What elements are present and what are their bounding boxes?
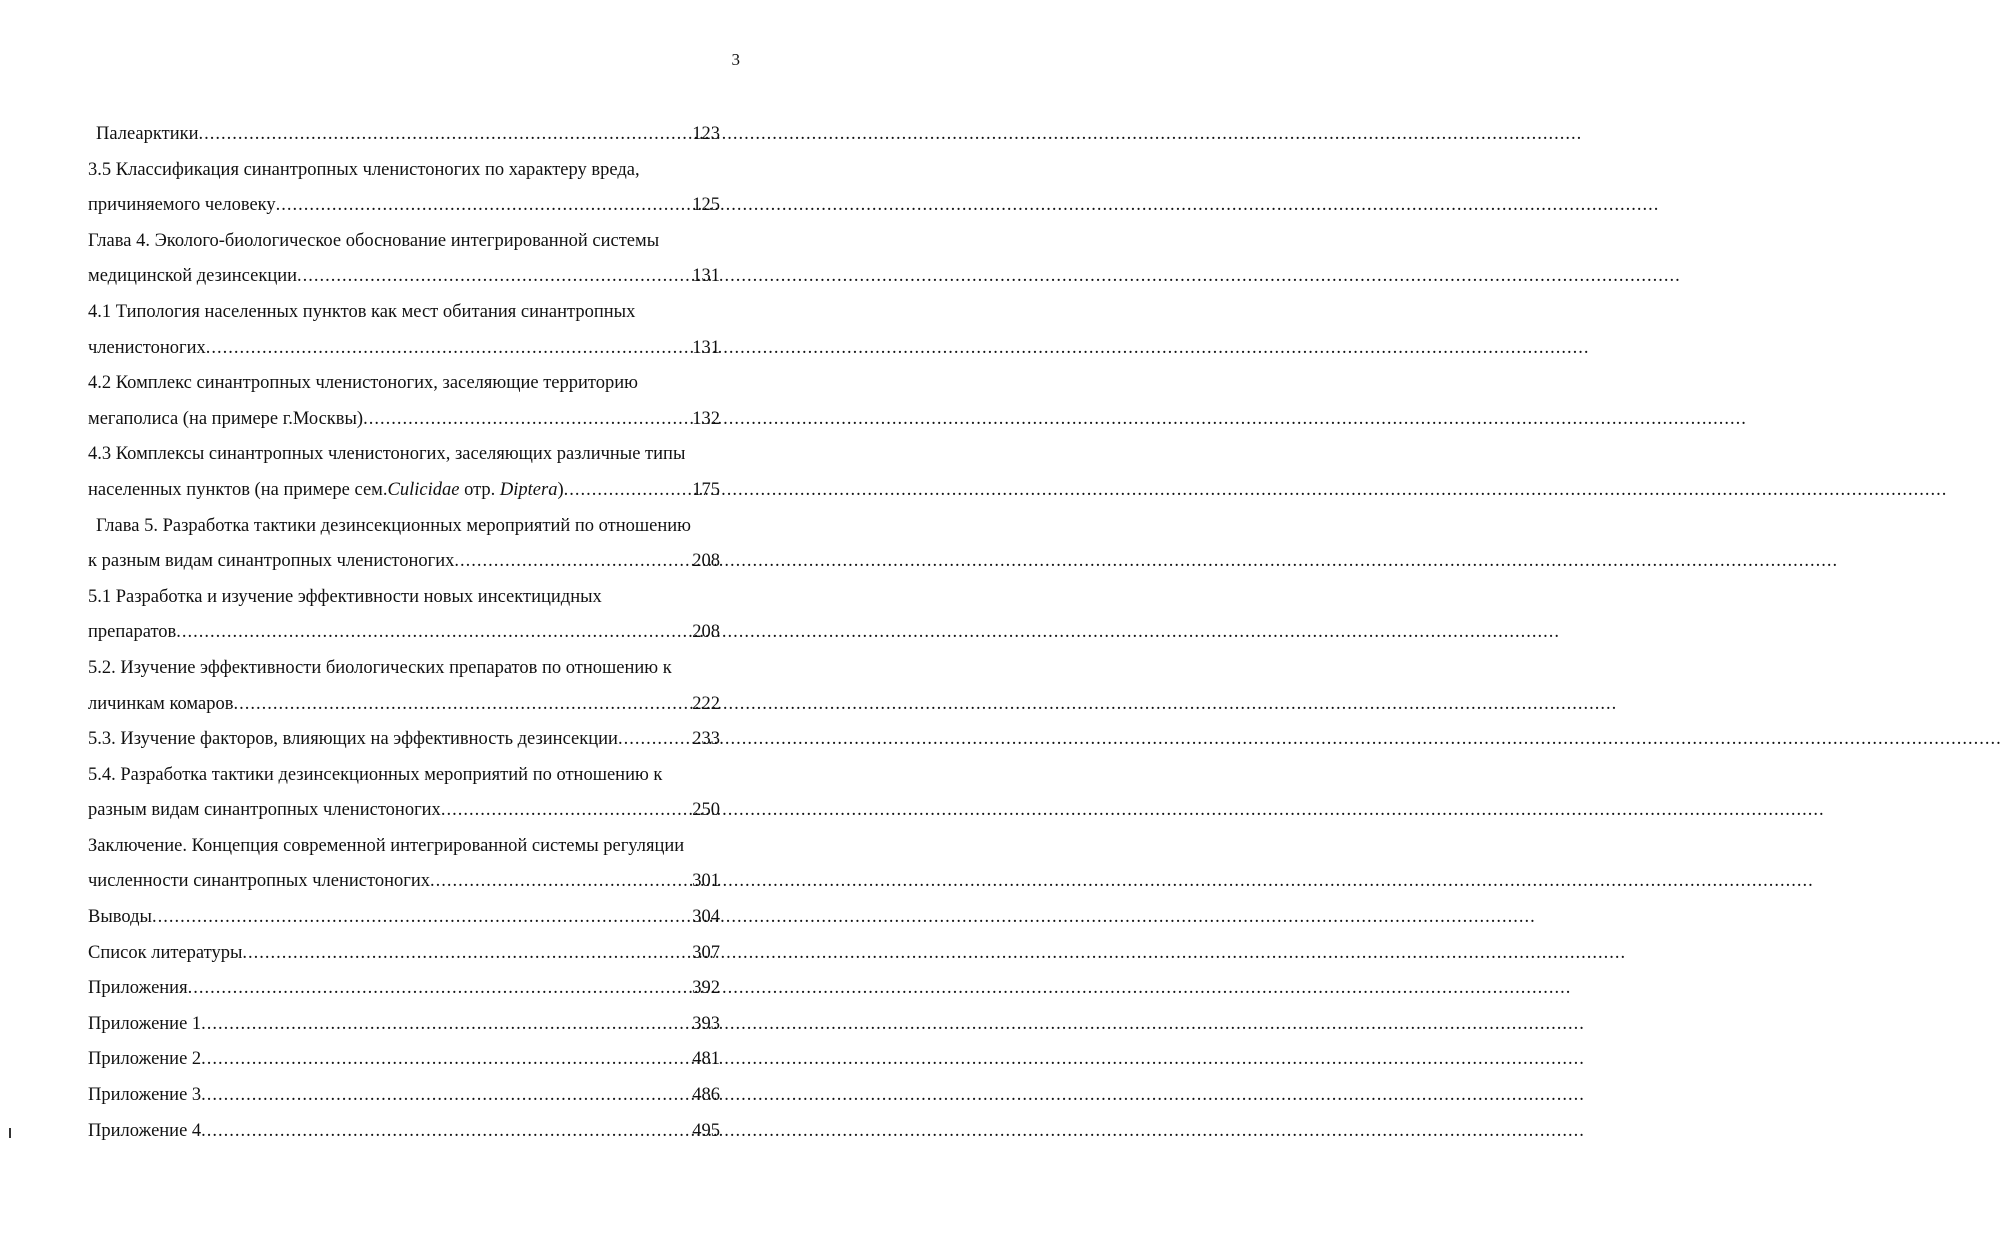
toc-entry-page: 208 — [692, 551, 720, 572]
toc-entry — [88, 1007, 720, 1043]
toc-entry-page: 304 — [692, 907, 720, 928]
toc-entry — [88, 829, 720, 865]
toc-entry — [88, 900, 720, 936]
toc-entry — [88, 437, 720, 473]
toc-entry — [88, 1042, 720, 1078]
toc-entry-title — [88, 473, 564, 509]
leader-dots — [233, 687, 691, 723]
toc-entry-page: 481 — [692, 1049, 720, 1070]
toc-entry-title: Приложения — [88, 978, 188, 999]
toc-entry-page: 123 — [692, 124, 720, 144]
toc-entry — [88, 366, 720, 402]
scan-edge-mark — [9, 1128, 11, 1138]
toc-entry — [88, 188, 720, 224]
toc-entry — [88, 580, 720, 616]
toc-entry-page: 495 — [692, 1120, 720, 1141]
leader-dots — [297, 259, 691, 295]
toc-entry-title: Глава 4. Эколого-биологическое обоснование интегрированной системы — [88, 230, 660, 251]
leader-dots — [188, 971, 692, 1007]
toc-entry-title: 4.1 Типология населенных пунктов как мест обитания синантропных — [88, 301, 636, 322]
toc-entry-title: Палеарктики — [96, 124, 199, 144]
leader-dots — [430, 864, 691, 900]
page-number: 3 — [731, 50, 740, 69]
toc-entry-title: 5.4. Разработка тактики дезинсекционных мероприятий по отношению к — [88, 764, 663, 785]
toc-entry-title: Список литературы — [88, 942, 243, 963]
toc-entry-title: Приложение 3 — [88, 1085, 202, 1106]
leader-dots — [454, 544, 691, 580]
toc-entry-title: численности синантропных членистоногих — [88, 871, 430, 892]
toc-entry — [88, 1078, 720, 1114]
toc-entry — [88, 936, 720, 972]
toc-entry-title: причиняемого человеку — [88, 195, 276, 216]
taxon-family: Culicidae — [387, 479, 460, 500]
toc-entry-page: 307 — [692, 942, 720, 963]
toc-entry-title: 4.2 Комплекс синантропных членистоногих, заселяющие территорию — [88, 373, 638, 394]
toc-entry-title: Глава 5. Разработка тактики дезинсекционных мероприятий по отношению — [96, 515, 691, 536]
toc-entry-title: к разным видам синантропных членистоногих — [88, 551, 455, 572]
toc-entry-title: Приложение 4 — [88, 1120, 202, 1141]
toc-entry — [88, 864, 720, 900]
leader-dots — [201, 1007, 691, 1043]
toc-entry-title: личинкам комаров — [88, 693, 234, 714]
leader-dots — [564, 473, 692, 509]
leader-dots — [276, 188, 692, 224]
leader-dots — [242, 936, 691, 972]
toc-entry — [88, 722, 720, 758]
toc-entry — [88, 153, 720, 189]
toc-entry — [88, 509, 720, 545]
toc-entry — [88, 259, 720, 295]
toc-entry-page: 393 — [692, 1013, 720, 1034]
toc-entry-page: 208 — [692, 622, 720, 643]
leader-dots — [201, 1042, 691, 1078]
toc-entry-page: 233 — [692, 729, 720, 750]
leader-dots — [198, 117, 691, 153]
title-text-before: населенных пунктов (на примере сем. — [88, 479, 388, 500]
toc-entry-page: 392 — [692, 978, 720, 999]
leader-dots — [152, 900, 691, 936]
toc-entry-page: 301 — [692, 871, 720, 892]
toc-entry — [88, 687, 720, 723]
title-text-after: ) — [557, 479, 564, 500]
leader-dots — [618, 722, 691, 758]
toc-entry-title: Приложение 1 — [88, 1013, 202, 1034]
toc-entry-title: Выводы — [88, 907, 152, 928]
toc-entry — [88, 1114, 720, 1150]
toc-entry — [88, 402, 720, 438]
toc-entry — [88, 295, 720, 331]
toc-entry-page: 486 — [692, 1085, 720, 1106]
leader-dots — [176, 615, 691, 651]
toc-entry — [88, 758, 720, 794]
toc-entry — [88, 615, 720, 651]
leader-dots — [201, 1114, 691, 1150]
toc-entry-page: 125 — [692, 195, 720, 216]
title-text-mid: отр. — [459, 479, 500, 500]
toc-entry — [88, 544, 720, 580]
toc-entry — [88, 793, 720, 829]
toc-entry-title: 5.3. Изучение факторов, влияющих на эффективность дезинсекции — [88, 729, 618, 750]
toc-entry-title: мегаполиса (на примере г.Москвы) — [88, 408, 364, 429]
toc-entry-title: Заключение. Концепция современной интегрированной системы регуляции — [88, 835, 685, 856]
toc-entry-title: Приложение 2 — [88, 1049, 202, 1070]
toc-entry — [88, 651, 720, 687]
toc-entry-title: препаратов — [88, 622, 177, 643]
toc-entry-page: 250 — [692, 800, 720, 821]
leader-dots — [441, 793, 691, 829]
toc-entry-title: 4.3 Комплексы синантропных членистоногих, заселяющих различные типы — [88, 444, 686, 465]
taxon-order: Diptera — [499, 479, 558, 500]
toc-entry — [88, 331, 720, 367]
leader-dots — [363, 402, 691, 438]
toc-entry-page: 175 — [692, 479, 720, 500]
toc-entry — [88, 117, 720, 153]
toc-entry-page: 131 — [692, 337, 720, 358]
toc-entry-page: 132 — [692, 408, 720, 429]
leader-dots — [206, 331, 692, 367]
table-of-contents — [88, 117, 720, 1149]
toc-entry — [88, 224, 720, 260]
toc-entry-page: 222 — [692, 693, 720, 714]
toc-entry-title: 5.2. Изучение эффективности биологических препаратов по отношению к — [88, 657, 672, 678]
leader-dots — [201, 1078, 691, 1114]
toc-entry-title: разным видам синантропных членистоногих — [88, 800, 441, 821]
toc-entry — [88, 971, 720, 1007]
toc-entry-title: членистоногих — [88, 337, 206, 358]
toc-entry-title: 3.5 Классификация синантропных членистоногих по характеру вреда, — [88, 159, 640, 180]
toc-entry-title: 5.1 Разработка и изучение эффективности новых инсектицидных — [88, 586, 602, 607]
toc-entry — [88, 473, 720, 509]
toc-entry-page: 131 — [692, 266, 720, 287]
toc-entry-title: медицинской дезинсекции — [88, 266, 298, 287]
